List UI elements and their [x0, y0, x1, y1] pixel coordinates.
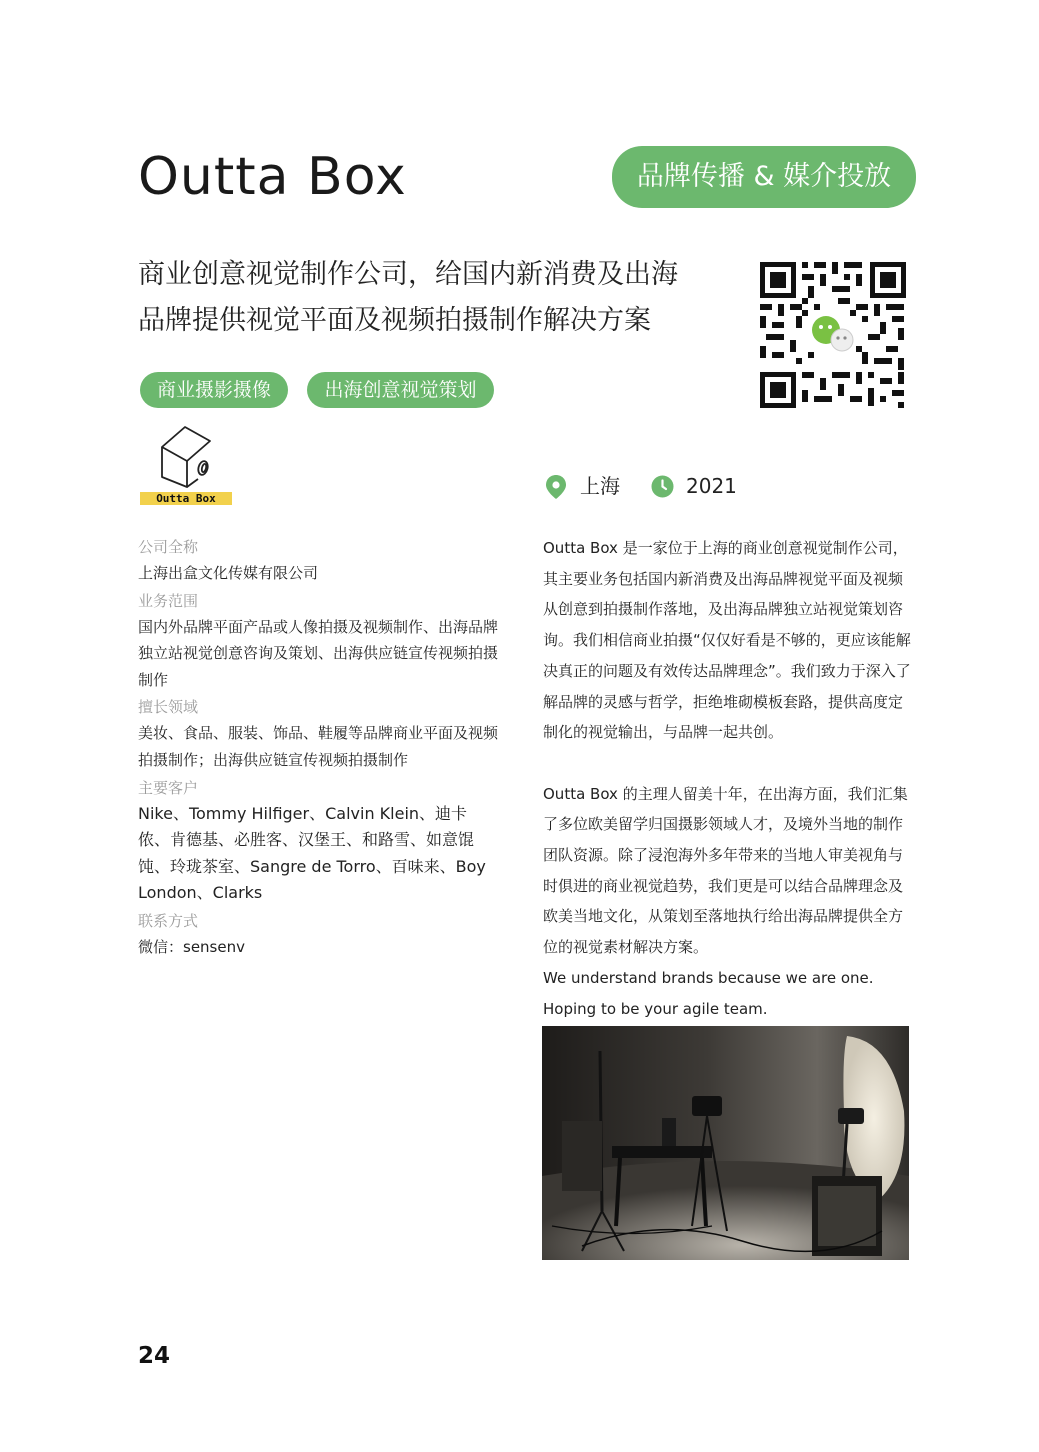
category-badge [612, 146, 916, 208]
expertise-value: 美妆、食品、服装、饰品、鞋履等品牌商业平面及视频拍摄制作；出海供应链宣传视频拍摄制作 [138, 724, 499, 769]
clients-value: Nike、Tommy Hilfiger、Calvin Klein、迪卡侬、肯德基、必胜客、汉堡王、和路雪、如意馄饨、玲珑茶室、Sangre de Torro、百味来、Boy London、Clarks [138, 803, 486, 903]
founded-year: 2021 [686, 474, 737, 498]
company-info [138, 534, 498, 962]
scope-label: 业务范围 [138, 591, 199, 610]
expertise-label: 擅长领域 [138, 698, 199, 717]
tagline-line-1: 商业创意视觉制作公司，给国内新消费及出海 [138, 259, 678, 290]
contact-label: 联系方式 [138, 911, 199, 930]
clients-label: 主要客户 [138, 778, 199, 797]
tag-commercial-photography: 商业摄影摄像 [140, 372, 288, 408]
tagline [138, 252, 718, 344]
outta-box-logo [140, 425, 232, 507]
full-name-label: 公司全称 [138, 538, 199, 556]
page-number: 24 [138, 1343, 171, 1369]
description-english-2: Hoping to be your agile team. [543, 999, 768, 1018]
location-text: 上海 [580, 474, 620, 498]
tagline-line-2: 品牌提供视觉平面及视频拍摄制作解决方案 [138, 305, 651, 336]
studio-photo [542, 1026, 909, 1260]
company-description [543, 533, 913, 1024]
box-icon [162, 427, 210, 487]
description-paragraph-2: Outta Box 的主理人留美十年，在出海方面，我们汇集了多位欧美留学归国摄影领域人才，及境外当地的制作团队资源。除了浸泡海外多年带来的当地人审美视角与时俱进的商业视觉趋势，我们更是可以结合品牌理念及欧美当地文化，从策划至落地执行给出海品牌提供全方位的视觉素材解决方案。 [543, 784, 908, 957]
location-pin-icon [545, 474, 567, 500]
description-english-1: We understand brands because we are one. [543, 968, 874, 987]
logo-text: Outta Box [156, 492, 216, 505]
wechat-qr-code [758, 260, 908, 410]
tag-overseas-creative-planning: 出海创意视觉策划 [307, 372, 494, 408]
category-badge-label: 品牌传播 & 媒介投放 [636, 161, 892, 192]
full-name-value: 上海出盒文化传媒有限公司 [138, 564, 319, 582]
company-name: Outta Box [138, 147, 407, 207]
scope-value: 国内外品牌平面产品或人像拍摄及视频制作、出海品牌独立站视觉创意咨询及策划、出海供应链宣传视频拍摄制作 [138, 617, 499, 689]
contact-value: 微信：sensenv [138, 937, 245, 956]
description-paragraph-1: Outta Box 是一家位于上海的商业创意视觉制作公司，其主要业务包括国内新消费及出海品牌视觉平面及视频从创意到拍摄制作落地，及出海品牌独立站视觉策划咨询。我们相信商业拍摄“仅仅好看是不够的，更应该能解决真正的问题及有效传达品牌理念”。我们致力于深入了解品牌的灵感与哲学，拒绝堆砌模板套路，提供高度定制化的视觉输出，与品牌一起共创。 [543, 539, 911, 742]
clock-icon [651, 475, 674, 498]
